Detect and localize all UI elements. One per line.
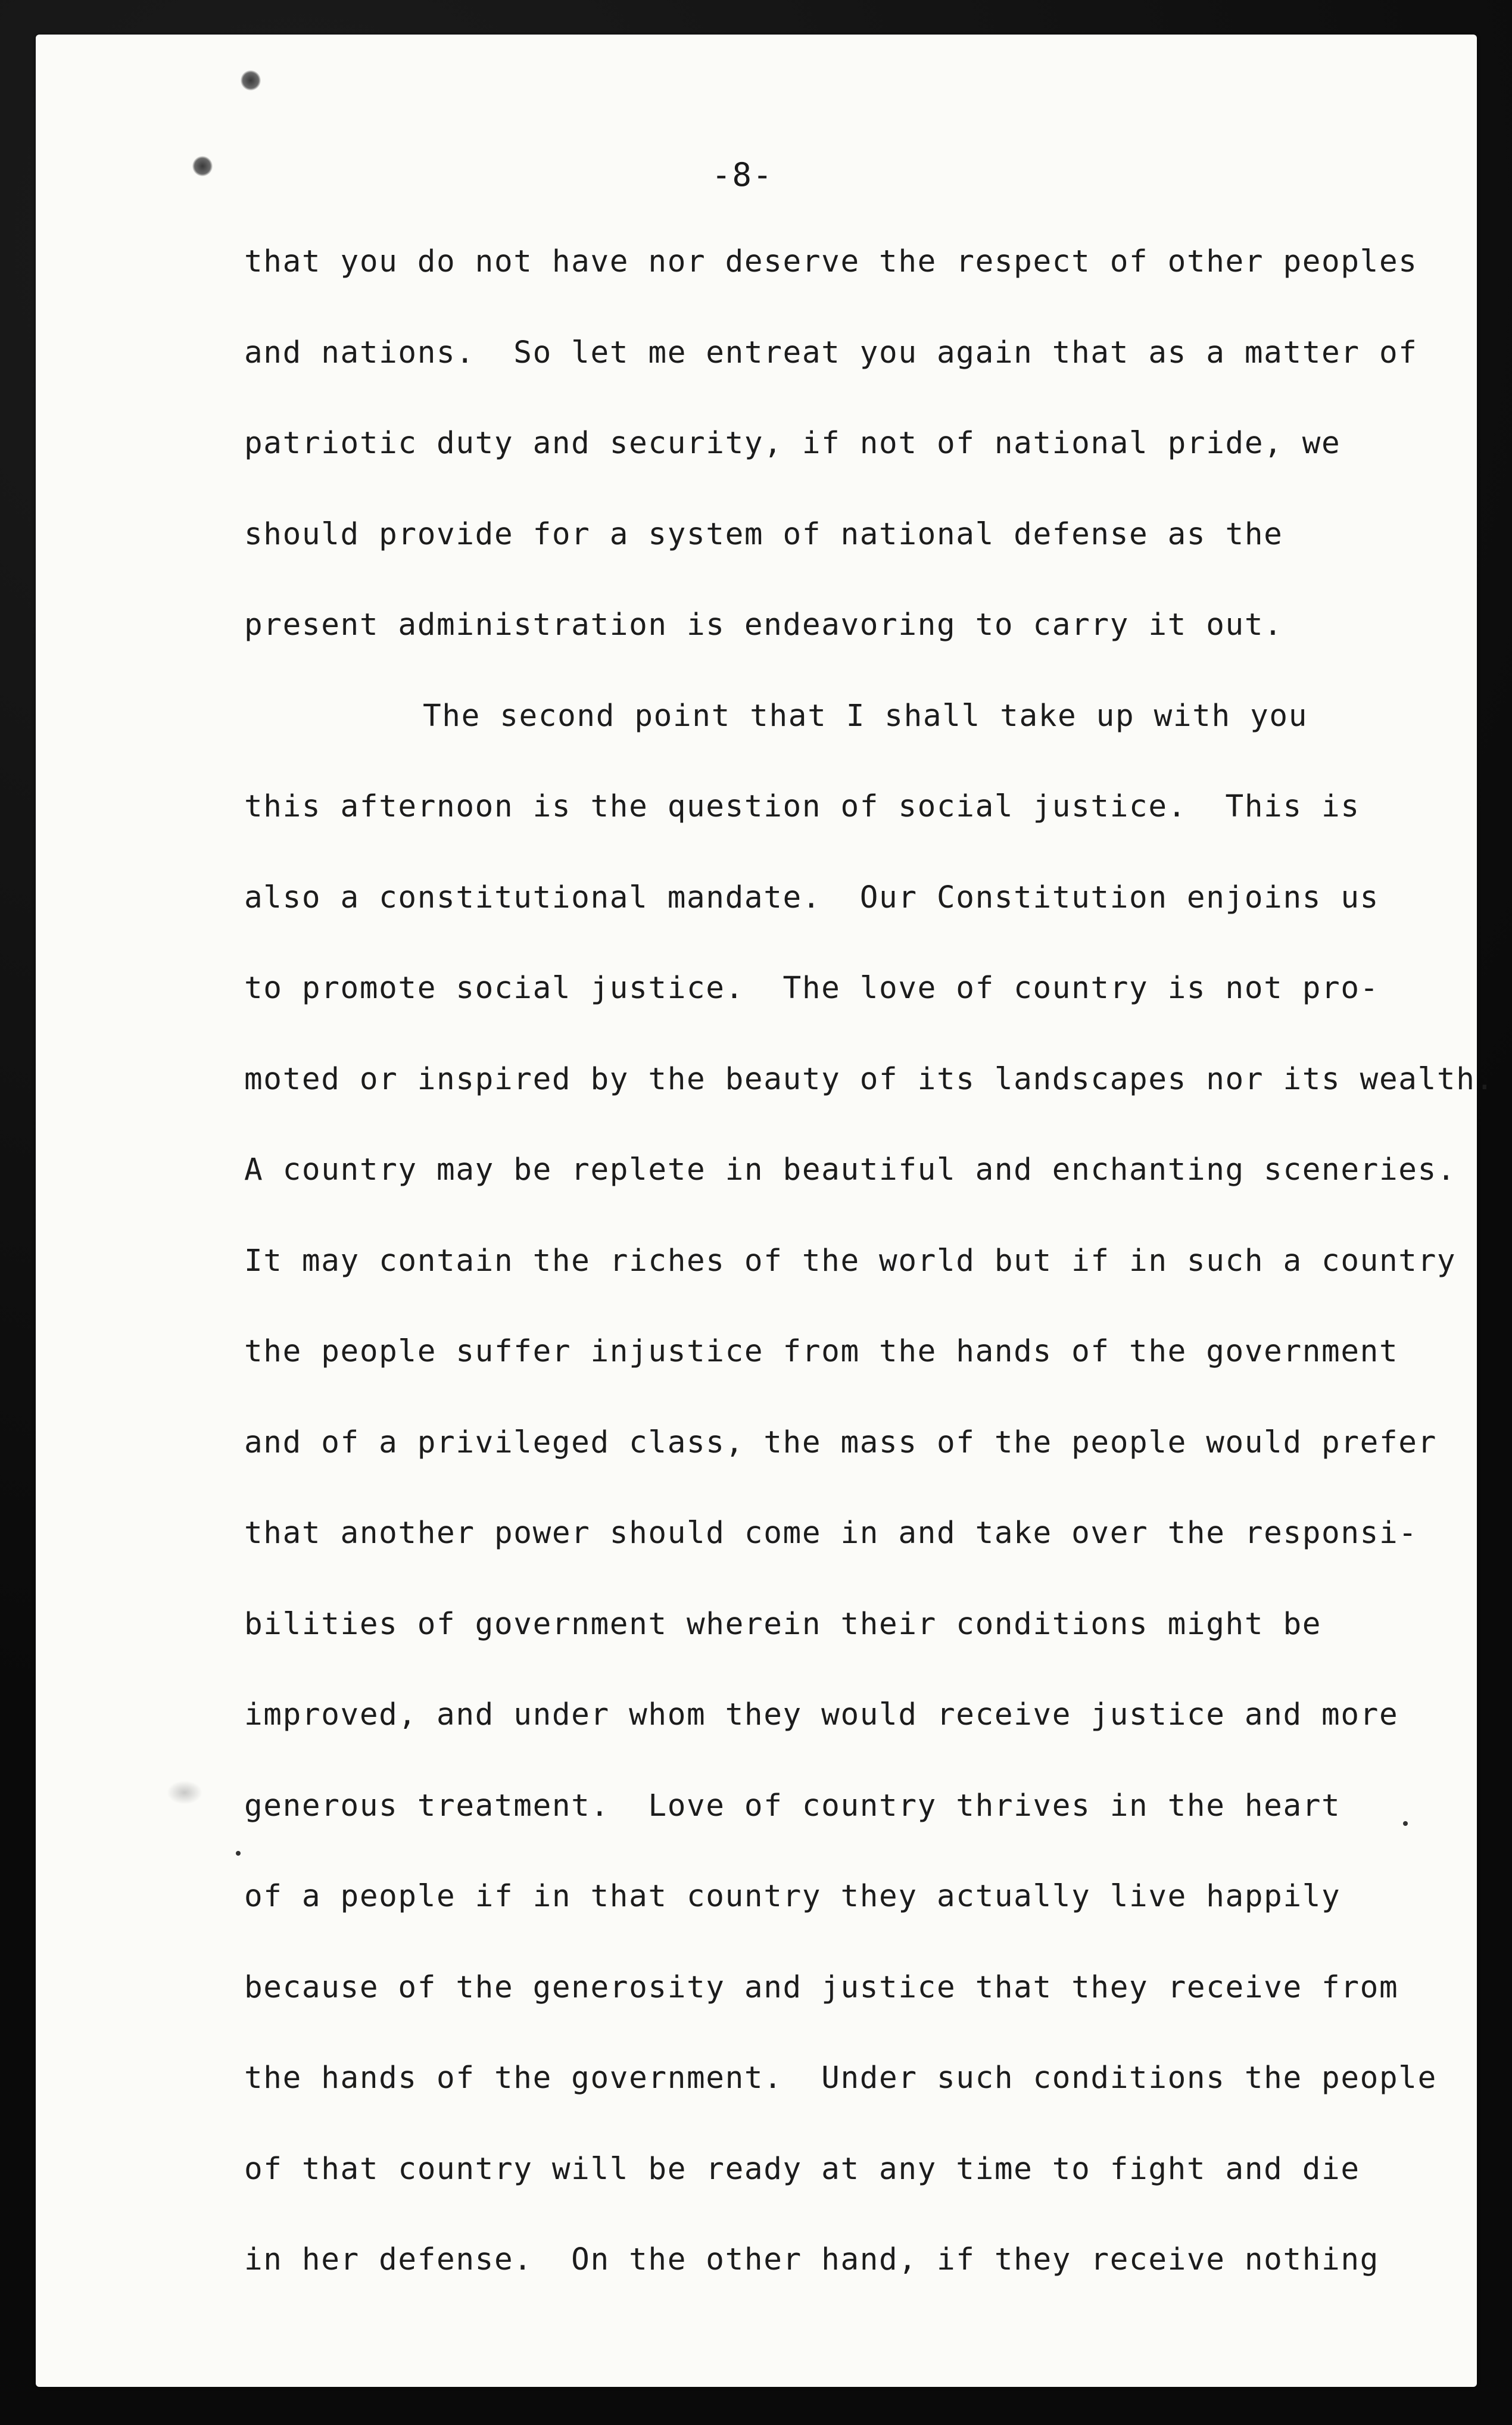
text-line: because of the generosity and justice that they receive from xyxy=(244,1969,1399,2005)
text-line: the people suffer injustice from the hands of the government xyxy=(244,1334,1399,1369)
text-line: also a constitutional mandate. Our Constitution enjoins us xyxy=(244,880,1379,915)
text-line: of a people if in that country they actually live happily xyxy=(244,1879,1341,1914)
text-line: that you do not have nor deserve the respect of other peoples xyxy=(244,244,1418,279)
page-number: -8- xyxy=(712,156,774,194)
ink-smudge xyxy=(167,1781,202,1804)
text-line: generous treatment. Love of country thrives in the heart xyxy=(244,1788,1341,1824)
text-line: this afternoon is the question of social justice. This is xyxy=(244,789,1360,824)
text-line: A country may be replete in beautiful and enchanting sceneries. xyxy=(244,1152,1457,1187)
ink-speck xyxy=(236,1851,241,1856)
text-line: improved, and under whom they would receive justice and more xyxy=(244,1697,1399,1732)
text-line: moted or inspired by the beauty of its landscapes nor its wealth. xyxy=(244,1061,1495,1097)
text-line: and of a privileged class, the mass of the people would prefer xyxy=(244,1425,1437,1460)
text-line: The second point that I shall take up with you xyxy=(423,698,1308,734)
text-line: patriotic duty and security, if not of national pride, we xyxy=(244,426,1341,461)
binder-hole-top xyxy=(241,70,261,91)
text-line: It may contain the riches of the world but if in such a country xyxy=(244,1243,1457,1279)
binder-hole-bottom xyxy=(192,156,213,176)
text-line: the hands of the government. Under such conditions the people xyxy=(244,2061,1437,2096)
text-line: should provide for a system of national defense as the xyxy=(244,516,1283,552)
ink-speck xyxy=(1403,1821,1408,1826)
text-line: in her defense. On the other hand, if they receive nothing xyxy=(244,2242,1379,2277)
body-text xyxy=(244,238,1495,2327)
text-line: present administration is endeavoring to carry it out. xyxy=(244,607,1283,643)
text-line: to promote social justice. The love of country is not pro- xyxy=(244,971,1379,1006)
text-line: and nations. So let me entreat you again that as a matter of xyxy=(244,335,1418,370)
text-line: bilities of government wherein their conditions might be xyxy=(244,1606,1322,1642)
text-line: that another power should come in and take over the responsi- xyxy=(244,1516,1418,1551)
text-line: of that country will be ready at any time to fight and die xyxy=(244,2151,1360,2187)
